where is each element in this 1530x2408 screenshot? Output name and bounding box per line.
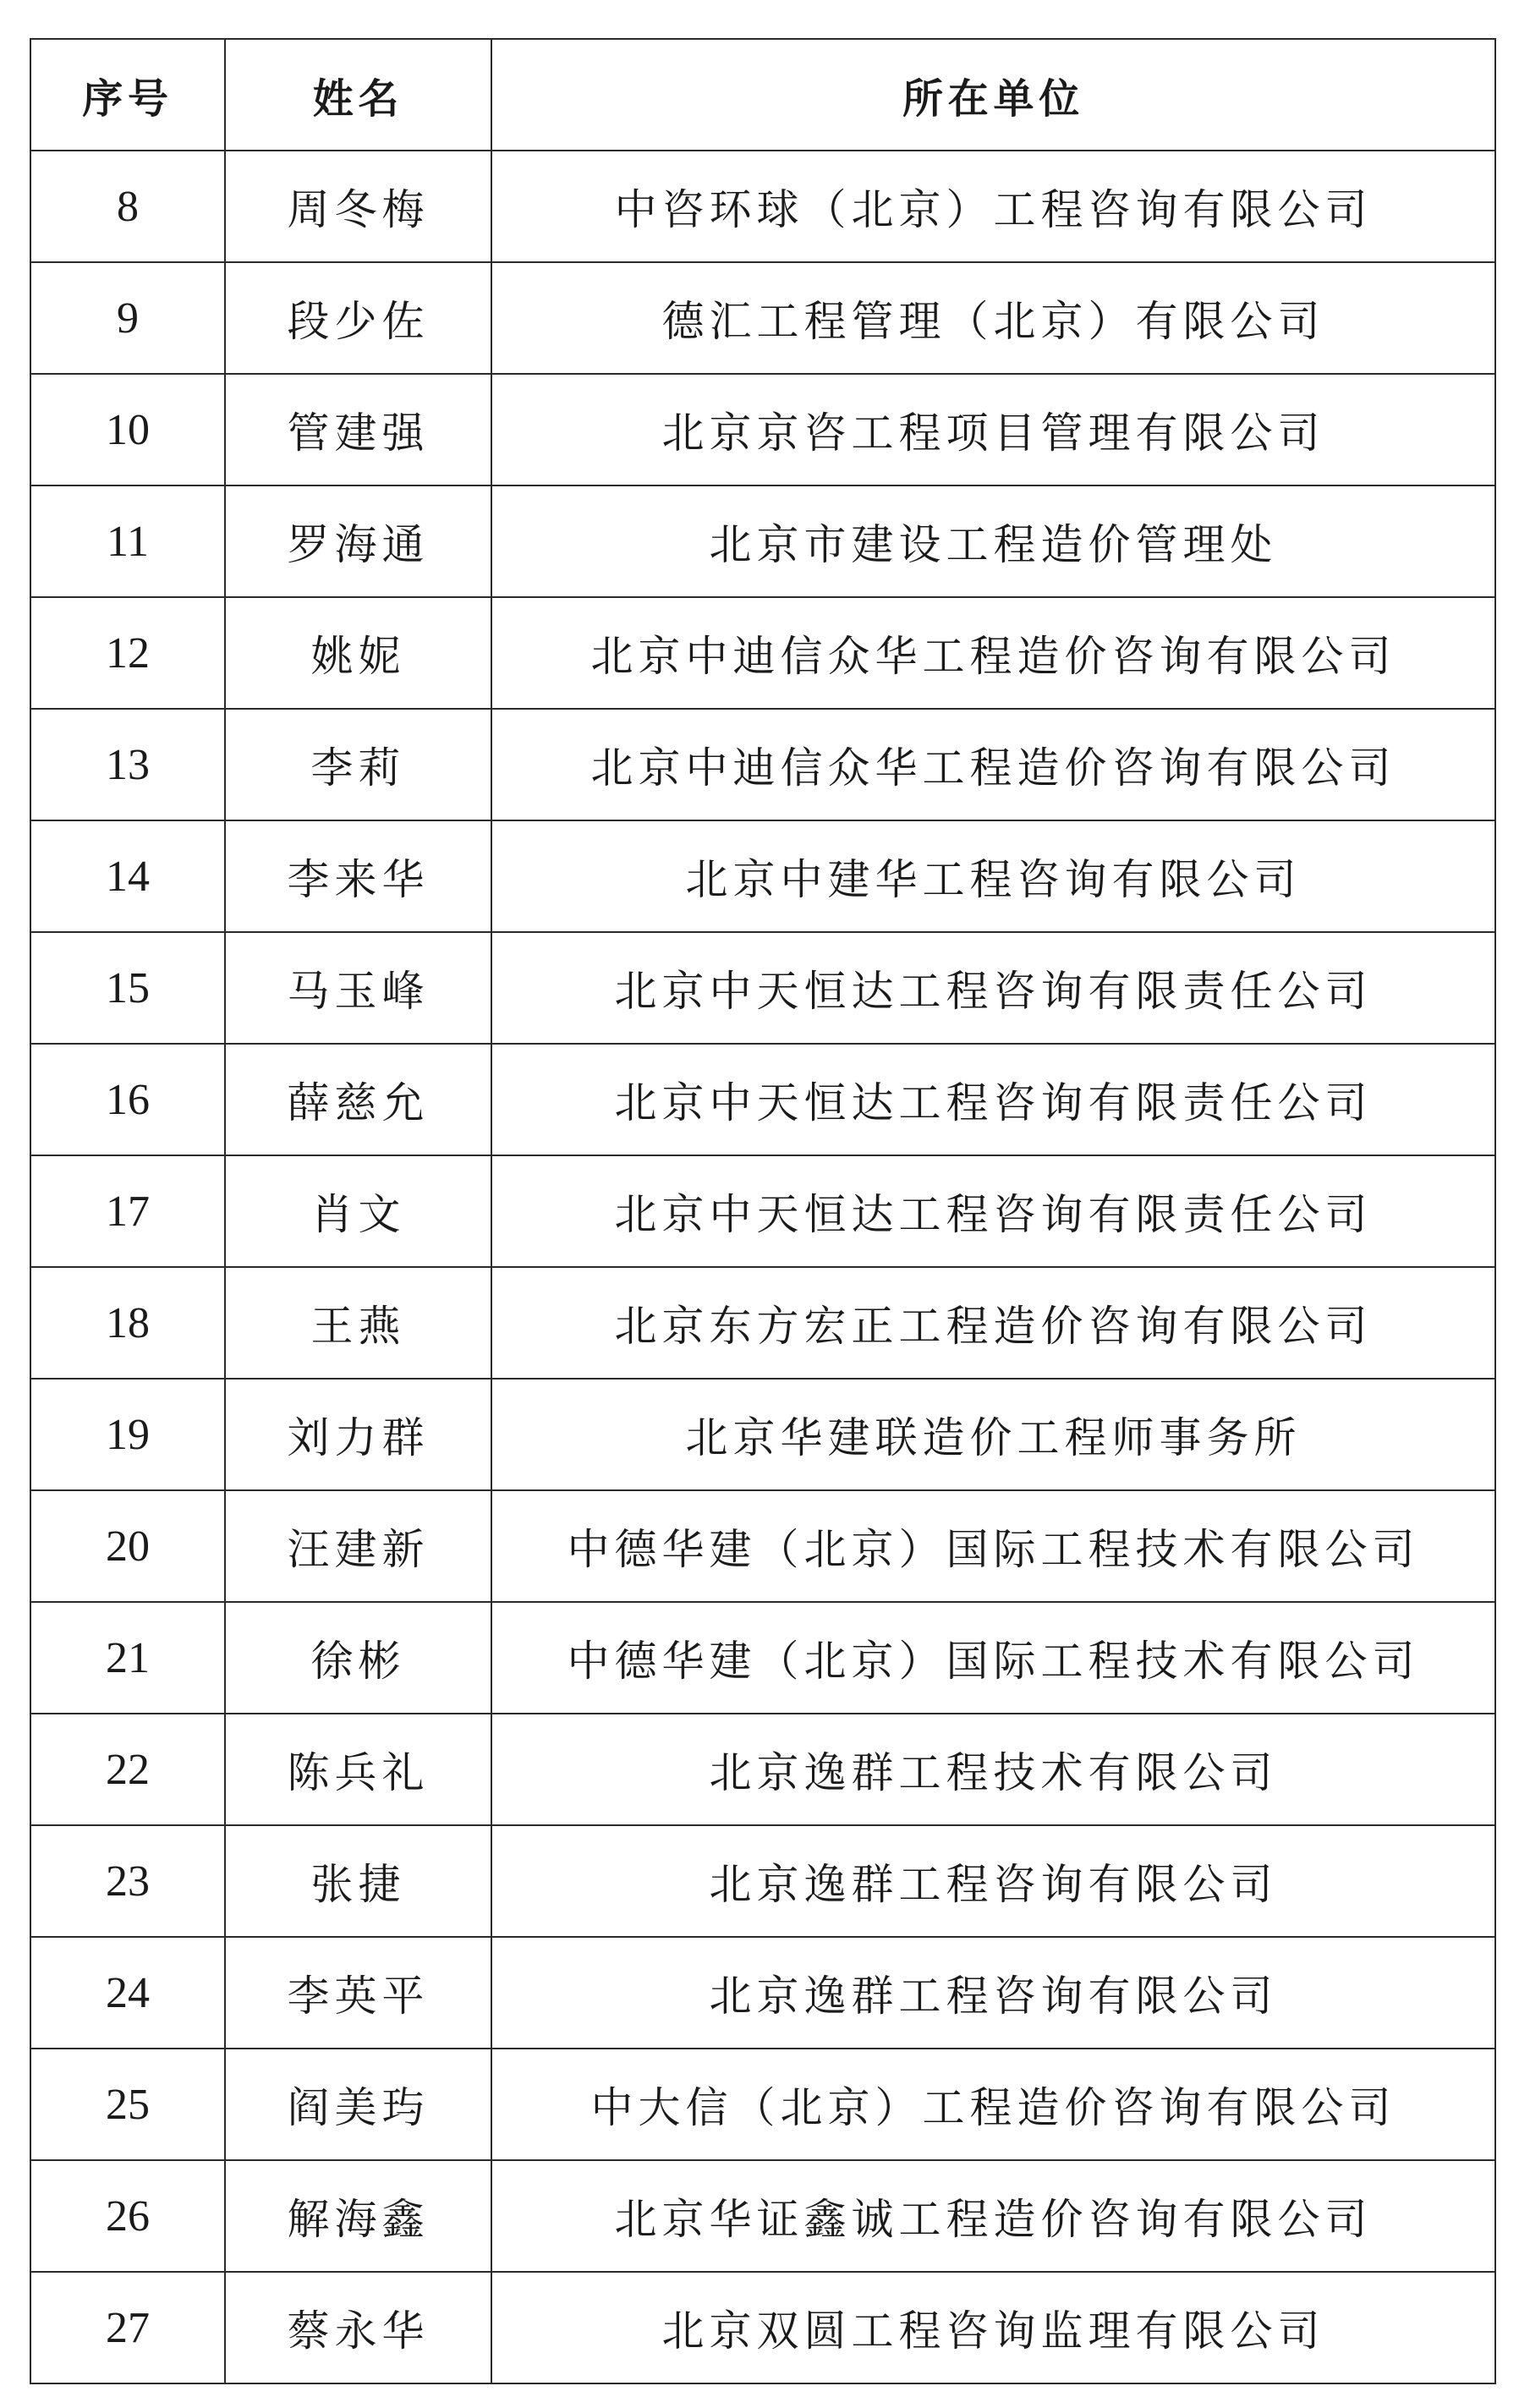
row-unit: 北京华建联造价工程师事务所	[491, 1379, 1495, 1490]
row-name: 肖文	[225, 1155, 491, 1267]
row-name: 解海鑫	[225, 2160, 491, 2272]
header-name: 姓名	[225, 39, 491, 151]
table-row	[30, 2049, 1495, 2160]
row-name: 薛慈允	[225, 1044, 491, 1155]
header-unit: 所在单位	[491, 39, 1495, 151]
row-unit: 北京京咨工程项目管理有限公司	[491, 374, 1495, 485]
row-name: 姚妮	[225, 597, 491, 709]
row-unit: 北京市建设工程造价管理处	[491, 485, 1495, 597]
row-number: 9	[30, 262, 225, 374]
row-name: 蔡永华	[225, 2272, 491, 2383]
row-number: 14	[30, 820, 225, 932]
row-unit: 北京中天恒达工程咨询有限责任公司	[491, 932, 1495, 1044]
table-row	[30, 2272, 1495, 2383]
row-name: 马玉峰	[225, 932, 491, 1044]
row-number: 12	[30, 597, 225, 709]
row-number: 15	[30, 932, 225, 1044]
table-row	[30, 262, 1495, 374]
row-name: 汪建新	[225, 1490, 491, 1602]
row-unit: 北京中天恒达工程咨询有限责任公司	[491, 1044, 1495, 1155]
row-number: 22	[30, 1714, 225, 1825]
row-number: 26	[30, 2160, 225, 2272]
row-unit: 德汇工程管理（北京）有限公司	[491, 262, 1495, 374]
table-row	[30, 709, 1495, 820]
row-number: 11	[30, 485, 225, 597]
row-name: 李来华	[225, 820, 491, 932]
row-number: 16	[30, 1044, 225, 1155]
table-row	[30, 1937, 1495, 2049]
table-row	[30, 932, 1495, 1044]
row-name: 徐彬	[225, 1602, 491, 1714]
row-name: 周冬梅	[225, 151, 491, 262]
row-unit: 北京逸群工程技术有限公司	[491, 1714, 1495, 1825]
row-number: 10	[30, 374, 225, 485]
row-number: 17	[30, 1155, 225, 1267]
row-number: 27	[30, 2272, 225, 2383]
row-name: 刘力群	[225, 1379, 491, 1490]
row-unit: 北京中建华工程咨询有限公司	[491, 820, 1495, 932]
row-unit: 中大信（北京）工程造价咨询有限公司	[491, 2049, 1495, 2160]
row-number: 21	[30, 1602, 225, 1714]
table-row	[30, 2160, 1495, 2272]
row-name: 陈兵礼	[225, 1714, 491, 1825]
table-row	[30, 1155, 1495, 1267]
row-name: 李莉	[225, 709, 491, 820]
table-row	[30, 1044, 1495, 1155]
row-unit: 北京中迪信众华工程造价咨询有限公司	[491, 709, 1495, 820]
table-row	[30, 597, 1495, 709]
table-body	[30, 151, 1495, 2383]
row-unit: 北京双圆工程咨询监理有限公司	[491, 2272, 1495, 2383]
row-name: 张捷	[225, 1825, 491, 1937]
table-row	[30, 151, 1495, 262]
table-row	[30, 1267, 1495, 1379]
table-row	[30, 1602, 1495, 1714]
table-row	[30, 374, 1495, 485]
table-row	[30, 1714, 1495, 1825]
row-name: 李英平	[225, 1937, 491, 2049]
row-unit: 中咨环球（北京）工程咨询有限公司	[491, 151, 1495, 262]
row-number: 20	[30, 1490, 225, 1602]
header-no: 序号	[30, 39, 225, 151]
row-name: 段少佐	[225, 262, 491, 374]
table-row	[30, 1825, 1495, 1937]
row-unit: 北京逸群工程咨询有限公司	[491, 1825, 1495, 1937]
table-header-row	[30, 39, 1495, 151]
row-name: 罗海通	[225, 485, 491, 597]
row-unit: 北京华证鑫诚工程造价咨询有限公司	[491, 2160, 1495, 2272]
row-number: 23	[30, 1825, 225, 1937]
row-unit: 中德华建（北京）国际工程技术有限公司	[491, 1602, 1495, 1714]
row-unit: 北京中迪信众华工程造价咨询有限公司	[491, 597, 1495, 709]
personnel-table	[30, 38, 1496, 2384]
row-number: 19	[30, 1379, 225, 1490]
row-unit: 中德华建（北京）国际工程技术有限公司	[491, 1490, 1495, 1602]
row-name: 王燕	[225, 1267, 491, 1379]
table-row	[30, 1379, 1495, 1490]
row-number: 13	[30, 709, 225, 820]
row-unit: 北京东方宏正工程造价咨询有限公司	[491, 1267, 1495, 1379]
row-number: 18	[30, 1267, 225, 1379]
table-row	[30, 1490, 1495, 1602]
row-name: 阎美玙	[225, 2049, 491, 2160]
row-number: 8	[30, 151, 225, 262]
row-unit: 北京中天恒达工程咨询有限责任公司	[491, 1155, 1495, 1267]
table-row	[30, 820, 1495, 932]
row-name: 管建强	[225, 374, 491, 485]
row-number: 24	[30, 1937, 225, 2049]
table-row	[30, 485, 1495, 597]
row-unit: 北京逸群工程咨询有限公司	[491, 1937, 1495, 2049]
row-number: 25	[30, 2049, 225, 2160]
